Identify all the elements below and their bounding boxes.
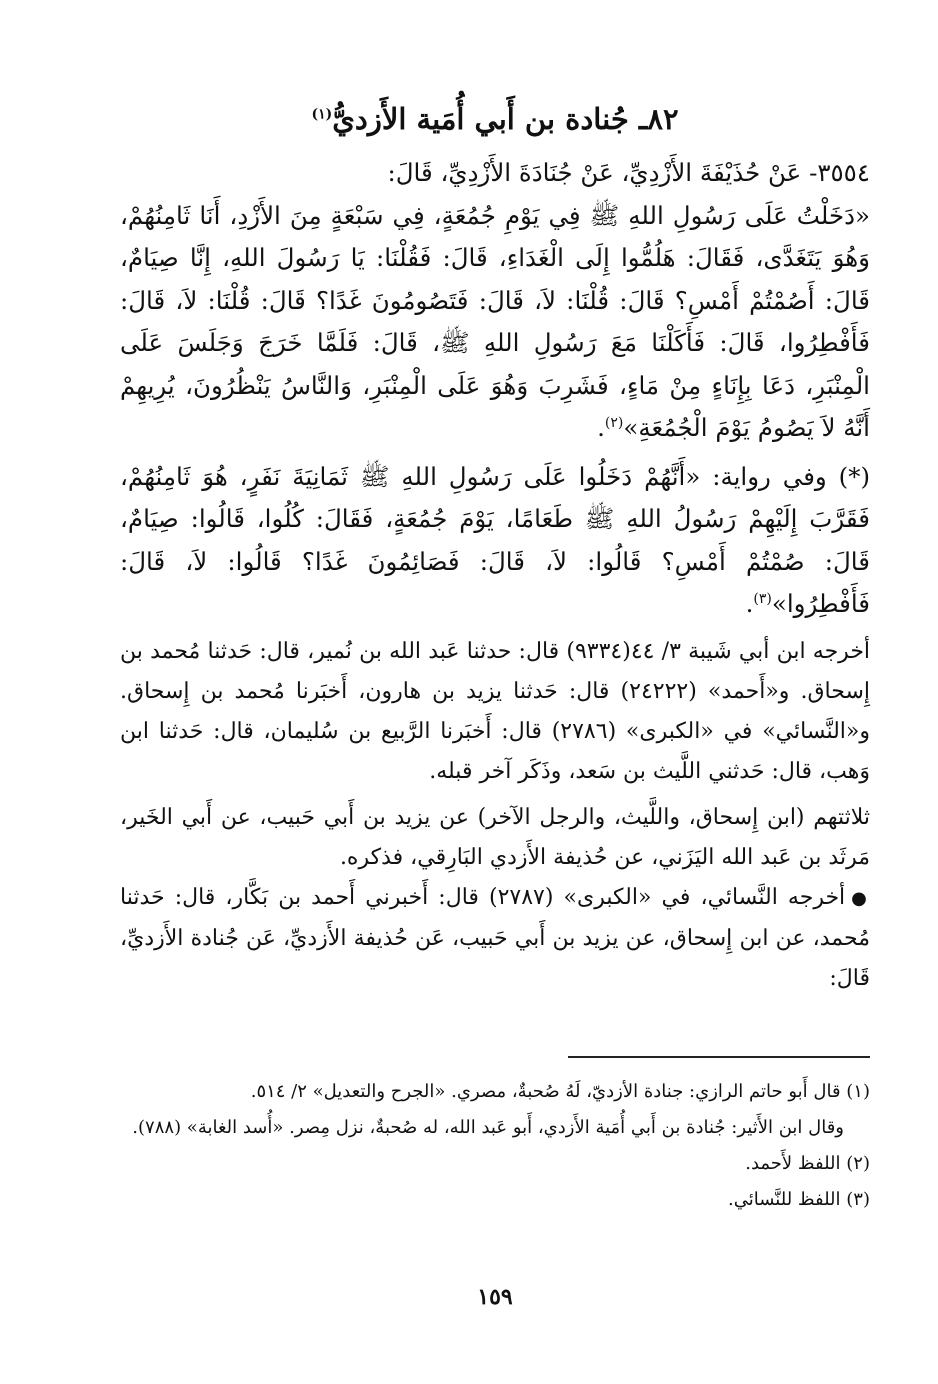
riwaya-footnote-ref[interactable]: (٣): [753, 590, 772, 607]
page-number: ١٥٩: [477, 1284, 513, 1310]
riwaya-text: (*) وفي رواية: «أَنَّهُمْ دَخَلُوا عَلَى رَسُولِ اللهِ ﷺ ثَمَانِيَةَ نَفَرٍ، هُوَ ثَامِنُهُمْ، فَقَرَّبَ إِلَيْهِمْ رَسُولُ اللهِ ﷺ طَعَامًا، يَوْمَ جُمُعَةٍ، فَقَالَ: كُلُوا، قَالُوا: صِيَامٌ، قَالَ: صُمْتُمْ أَمْسِ؟ قَالُوا: لاَ، قَالَ: فَصَائِمُونَ غَدًا؟ قَالُوا: لاَ، قَالَ: فَأَفْطِرُوا»: [120, 461, 870, 618]
section-title-text: ٨٢ـ جُنادة بن أَبي أُمَية الأَزديُّ: [332, 102, 679, 136]
takhrij-bullet-item: [120, 878, 870, 999]
takhrij-paragraph-2: ثلاثتهم (ابن إِسحاق، واللَّيث، والرجل الآخر) عن يزيد بن أَبي حَبيب، عن أَبي الخَير، مَرثَد بن عَبد الله اليَزَني، عن حُذيفة الأَزدي البَارِقي، فذكره.: [120, 804, 870, 870]
hadith-footnote-ref[interactable]: (٢): [604, 414, 624, 431]
title-footnote-ref[interactable]: (١): [311, 106, 333, 123]
footnote-2: (٢) اللفظ لأَحمد.: [745, 1153, 870, 1174]
hadith-body-paragraph: [120, 195, 870, 450]
bullet-icon: ●: [851, 887, 870, 909]
takhrij-paragraph-1: أخرجه ابن أبي شَيبة ٣/ ٤٤(٩٣٣٤) قال: حدثنا عَبد الله بن نُمير، قال: حَدثنا مُحمد بن إِسحاق. و«أَحمد» (٢٤٢٢٢) قال: حَدثنا يزيد بن هارون، أَخبَرنا مُحمد بن إِسحاق. و«النَّسائي» في «الكبرى» (٢٧٨٦) قال: أَخبَرنا الرَّبيع بن سُليمان، قال: حَدثنا ابن وَهب، قال: حَدثني اللَّيث بن سَعد، وذَكَر آخر قبله.: [120, 638, 871, 784]
document-page: [120, 96, 870, 1336]
footnote-3: (٣) اللفظ للنَّسائي.: [728, 1189, 870, 1210]
footnote-1-line-2: وقال ابن الأَثير: جُنادة بن أَبي أُمَية الأَزدي، أَبو عَبد الله، له صُحبةٌ، نزل مِصر. «أُسد الغابة» (٧٨٨).: [132, 1117, 844, 1138]
takhrij-bullet-text: أخرجه النَّسائي، في «الكبرى» (٢٧٨٧) قال: أَخبرني أَحمد بن بَكَّار، قال: حَدثنا مُحمد، عن ابن إِسحاق، عن يزيد بن أَبي حَبيب، عَن حُذيفة الأَزديِّ، عَن جُنادة الأَزديِّ، قَالَ:: [120, 884, 870, 991]
footnote-1-line-1: (١) قال أَبو حاتم الرازي: جنادة الأزديّ، لَهُ صُحبةٌ، مصري. «الجرح والتعديل» ٢/ ٥١٤.: [250, 1081, 870, 1102]
hadith-body-text: «دَخَلْتُ عَلَى رَسُولِ اللهِ ﷺ فِي يَوْمِ جُمُعَةٍ، فِي سَبْعَةٍ مِنَ الأَزْدِ، أَنَا ثَامِنُهُمْ، وَهُوَ يَتَغَدَّى، فَقَالَ: هَلُمُّوا إِلَى الْغَدَاءِ، قَالَ: فَقُلْنَا: يَا رَسُولَ اللهِ، إِنَّا صِيَامٌ، قَالَ: أَصُمْتُمْ أَمْسِ؟ قَالَ: قُلْنَا: لاَ، قَالَ: فَتَصُومُونَ غَدًا؟ قَالَ: قُلْنَا: لاَ، قَالَ: فَأَفْطِرُوا، قَالَ: فَأَكَلْنَا مَعَ رَسُولِ اللهِ ﷺ، قَالَ: فَلَمَّا خَرَجَ وَجَلَسَ عَلَى الْمِنْبَرِ، دَعَا بِإِنَاءٍ مِنْ مَاءٍ، فَشَرِبَ وَهُوَ عَلَى الْمِنْبَرِ، وَالنَّاسُ يَنْظُرُونَ، يُرِيهِمْ أَنَّهُ لاَ يَصُومُ يَوْمَ الْجُمُعَةِ»: [120, 200, 870, 442]
riwaya-end-period: .: [745, 589, 754, 618]
section-title: [120, 96, 870, 142]
hadith-number-line: ٣٥٥٤- عَنْ حُذَيْفَةَ الأَزْدِيِّ، عَنْ جُنَادَةَ الأَزْدِيِّ، قَالَ:: [387, 158, 870, 187]
hadith-end-period: .: [597, 413, 605, 442]
footnotes: [120, 1074, 870, 1218]
riwaya-paragraph: [120, 456, 870, 626]
footnote-separator: [568, 1056, 870, 1058]
